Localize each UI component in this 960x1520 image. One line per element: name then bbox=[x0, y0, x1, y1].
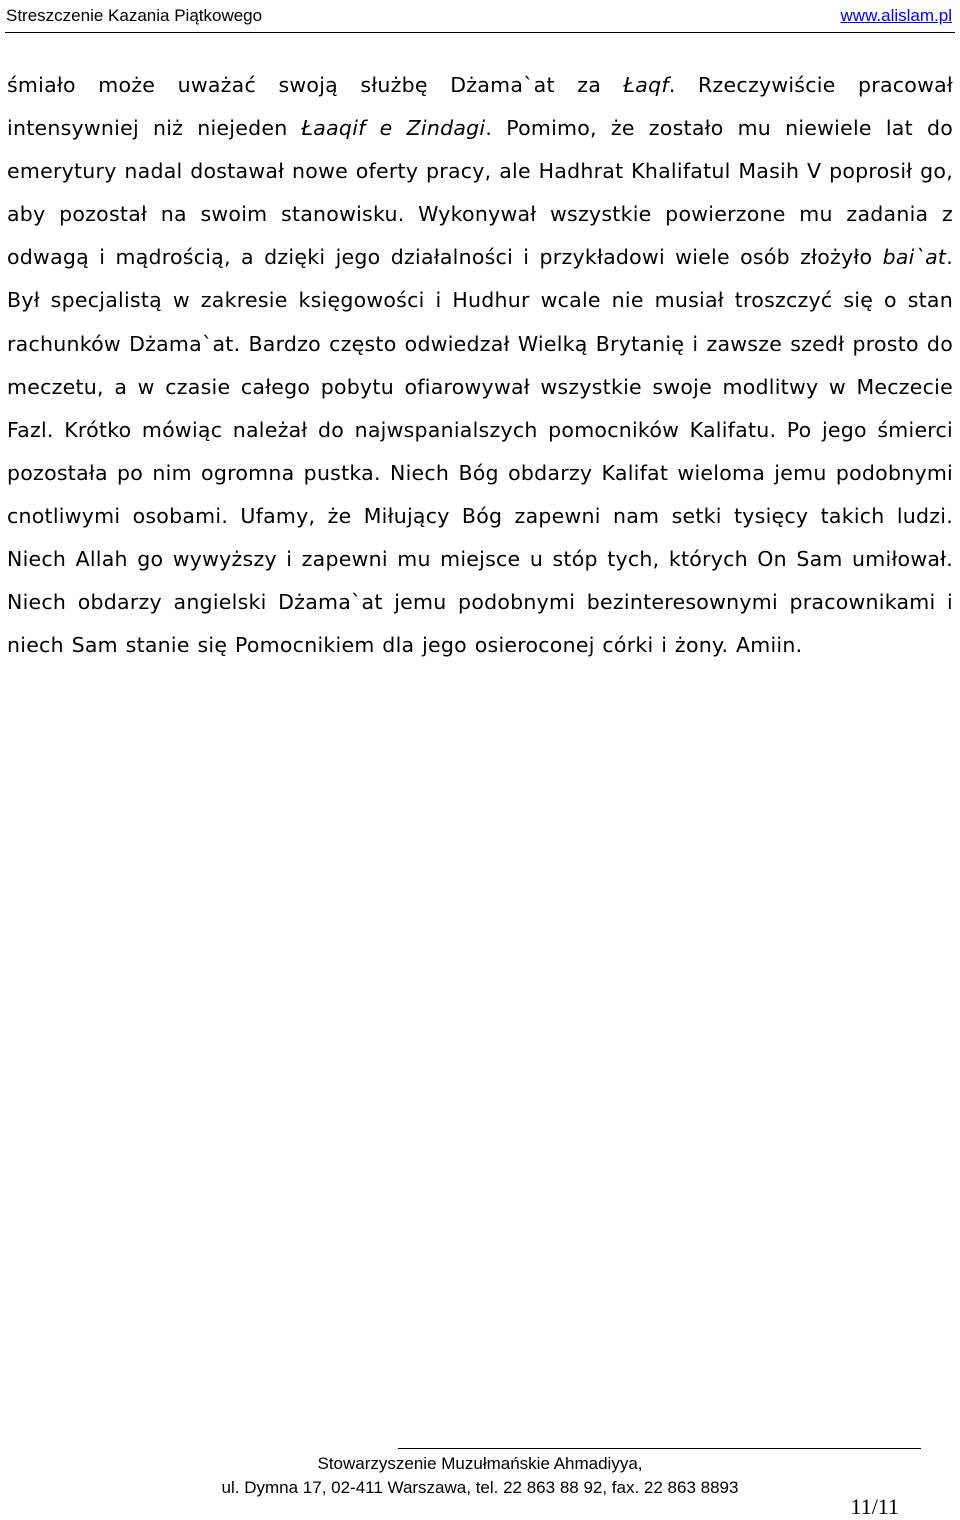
document-title: Streszczenie Kazania Piątkowego bbox=[6, 6, 263, 25]
page-footer bbox=[140, 1452, 820, 1500]
text-run: . Pomimo, że zostało mu niewiele lat do emerytury nadal dostawał nowe oferty pracy, ale Hadhrat Khalifatul Masih V poprosił go, aby pozostał na swoim stanowisku. Wykonywał wszystkie powierzone mu zadania z odwagą i mądrością, a dzięki jego działalności i przykładowi wiele osób złożyło bbox=[7, 116, 953, 270]
page-header bbox=[6, 4, 952, 28]
footer-address: ul. Dymna 17, 02-411 Warszawa, tel. 22 863 88 92, fax. 22 863 8893 bbox=[221, 1478, 739, 1497]
footer-organization: Stowarzyszenie Muzułmańskie Ahmadiyya, bbox=[317, 1454, 643, 1473]
body-paragraph bbox=[7, 64, 953, 667]
text-run: śmiało może uważać swoją służbę Dżama`at za bbox=[7, 73, 624, 97]
italic-term: Łaqf bbox=[623, 73, 669, 97]
text-run: . Rzeczywiście pracował intensywniej niż niejeden bbox=[7, 73, 953, 141]
italic-term: bai`at bbox=[882, 245, 947, 270]
header-divider bbox=[5, 32, 955, 33]
footer-divider bbox=[398, 1448, 921, 1449]
website-link[interactable]: www.alislam.pl bbox=[840, 6, 952, 25]
italic-term: Łaaqif e Zindagi bbox=[301, 116, 486, 141]
text-run: . Był specjalistą w zakresie księgowości i Hudhur wcale nie musiał troszczyć się o stan rachunków Dżama`at. Bardzo często odwiedzał Wielką Brytanię i zawsze szedł prosto do meczetu, a w czasie całego pobytu ofiarowywał wszystkie swoje modlitwy w Meczecie Fazl. Krótko mówiąc należał do najwspanialszych pomocników Kalifatu. Po jego śmierci pozostała po nim ogromna pustka. Niech Bóg obdarzy Kalifat wieloma jemu podobnymi cnotliwymi osobami. Ufamy, że Miłujący Bóg zapewni nam setki tysięcy takich ludzi. Niech Allah go wywyższy i zapewni mu miejsce u stóp tych, których On Sam umiłował. Niech obdarzy angielski Dżama`at jemu podobnymi bezinteresownymi pracownikami i niech Sam stanie się Pomocnikiem dla jego osieroconej córki i żony. Amiin. bbox=[7, 245, 953, 658]
page-number: 11/11 bbox=[850, 1494, 899, 1519]
